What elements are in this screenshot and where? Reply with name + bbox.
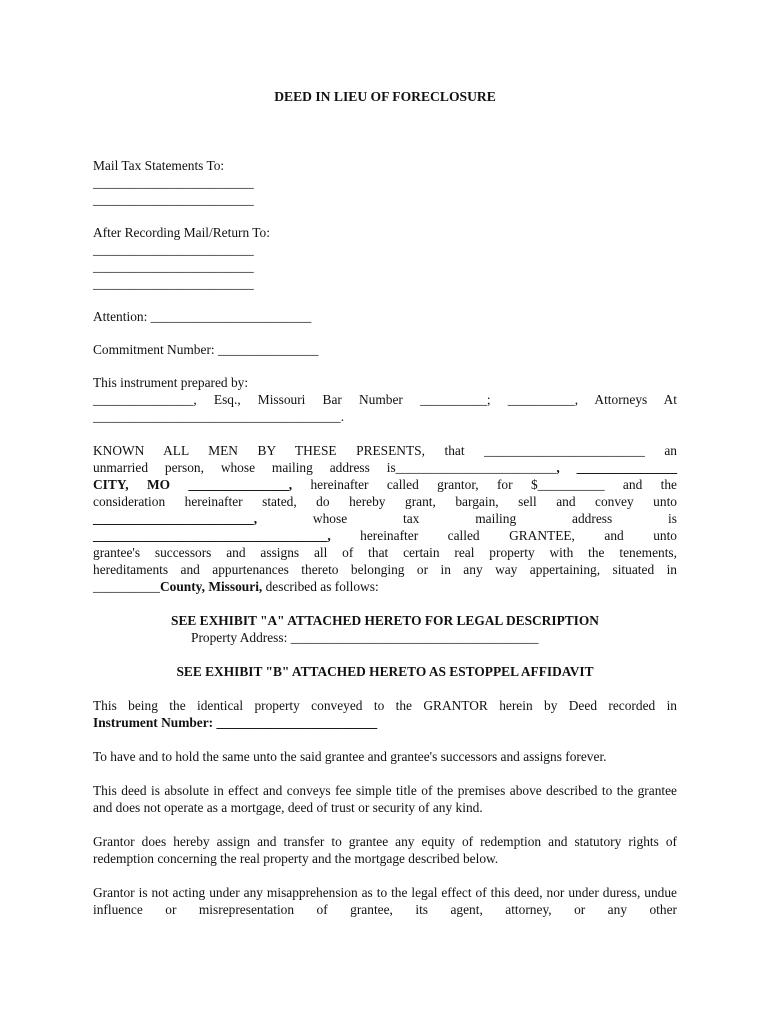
not-acting-paragraph: Grantor is not acting under any misapprehension as to the legal effect of this deed, nor under duress, undue influence or misrepresentation of grantee, its agent, attorney, or any other [93, 885, 677, 917]
attention-line: Attention: ________________________ [93, 309, 312, 324]
known-line-6 [93, 527, 677, 544]
grantee-name-blank: ________________________, [93, 511, 258, 526]
known-all-men-paragraph [93, 442, 677, 595]
city-mo-label: CITY, MO _______________, [93, 477, 293, 492]
mailing-address-blank: unmarried person, whose mailing address is________________________ [93, 460, 557, 475]
commitment-number-line: Commitment Number: _______________ [93, 342, 319, 357]
after-recording-block [93, 224, 677, 292]
exhibit-a-heading: SEE EXHIBIT "A" ATTACHED HERETO FOR LEGAL DESCRIPTION [171, 613, 599, 628]
known-line-3 [93, 476, 677, 493]
prepared-by-line-1: _______________, Esq., Missouri Bar Number __________; __________, Attorneys At [93, 392, 677, 407]
instrument-number-line [93, 714, 677, 731]
document-body [93, 88, 677, 918]
instrument-number: Instrument Number: ________________________ [93, 715, 378, 730]
mail-tax-label: Mail Tax Statements To: [93, 158, 225, 173]
mail-tax-block [93, 157, 677, 208]
mail-tax-line-2: ________________________ [93, 192, 254, 207]
prepared-by-line-2: _____________________________________. [93, 409, 345, 424]
known-line-4: consideration hereinafter stated, do hereby grant, bargain, sell and convey unto [93, 494, 677, 509]
county-blank: __________ [93, 579, 160, 594]
mailing-address-suffix: , _______________ [556, 460, 678, 475]
known-line-8: hereditaments and appurtenances thereto belonging or in any way appertaining, situated in [93, 562, 677, 577]
tax-mailing-label: whose tax mailing address is [257, 511, 677, 526]
identical-line-1: This being the identical property conveyed to the GRANTOR herein by Deed recorded in [93, 698, 677, 713]
absolute-effect-paragraph: This deed is absolute in effect and conveys fee simple title of the premises above described to the grantee and does not operate as a mortgage, deed of trust or security of any kind. [93, 783, 677, 815]
assign-redemption-paragraph: Grantor does hereby assign and transfer to grantee any equity of redemption and statutory rights of redemption concerning the real property and the mortgage described below. [93, 834, 677, 866]
known-line-9 [93, 578, 677, 595]
to-have-paragraph: To have and to hold the same unto the said grantee and grantee's successors and assigns forever. [93, 749, 607, 764]
after-recording-line-3: ________________________ [93, 276, 254, 291]
property-address-line: Property Address: _____________________________________ [191, 630, 539, 645]
prepared-by-label: This instrument prepared by: [93, 375, 249, 390]
after-recording-line-1: ________________________ [93, 242, 254, 257]
prepared-by-block [93, 374, 677, 425]
mail-tax-line-1: ________________________ [93, 175, 254, 190]
tax-address-blank: ___________________________________, [93, 528, 331, 543]
document-title: DEED IN LIEU OF FORECLOSURE [274, 89, 496, 104]
grantor-consideration: hereinafter called grantor, for $__________ and the [292, 477, 677, 492]
identical-property-paragraph [93, 697, 677, 731]
after-recording-line-2: ________________________ [93, 259, 254, 274]
grantee-label: hereinafter called GRANTEE, and unto [330, 528, 677, 543]
after-recording-label: After Recording Mail/Return To: [93, 225, 270, 240]
known-line-1: KNOWN ALL MEN BY THESE PRESENTS, that ________________________ an [93, 443, 677, 458]
known-line-2 [93, 459, 677, 476]
described-as-follows: described as follows: [262, 579, 379, 594]
known-line-5 [93, 510, 677, 527]
county-missouri: County, Missouri, [159, 579, 263, 594]
known-line-7: grantee's successors and assigns all of that certain real property with the tenements, [93, 545, 677, 560]
exhibit-b-heading: SEE EXHIBIT "B" ATTACHED HERETO AS ESTOPPEL AFFIDAVIT [176, 664, 594, 679]
